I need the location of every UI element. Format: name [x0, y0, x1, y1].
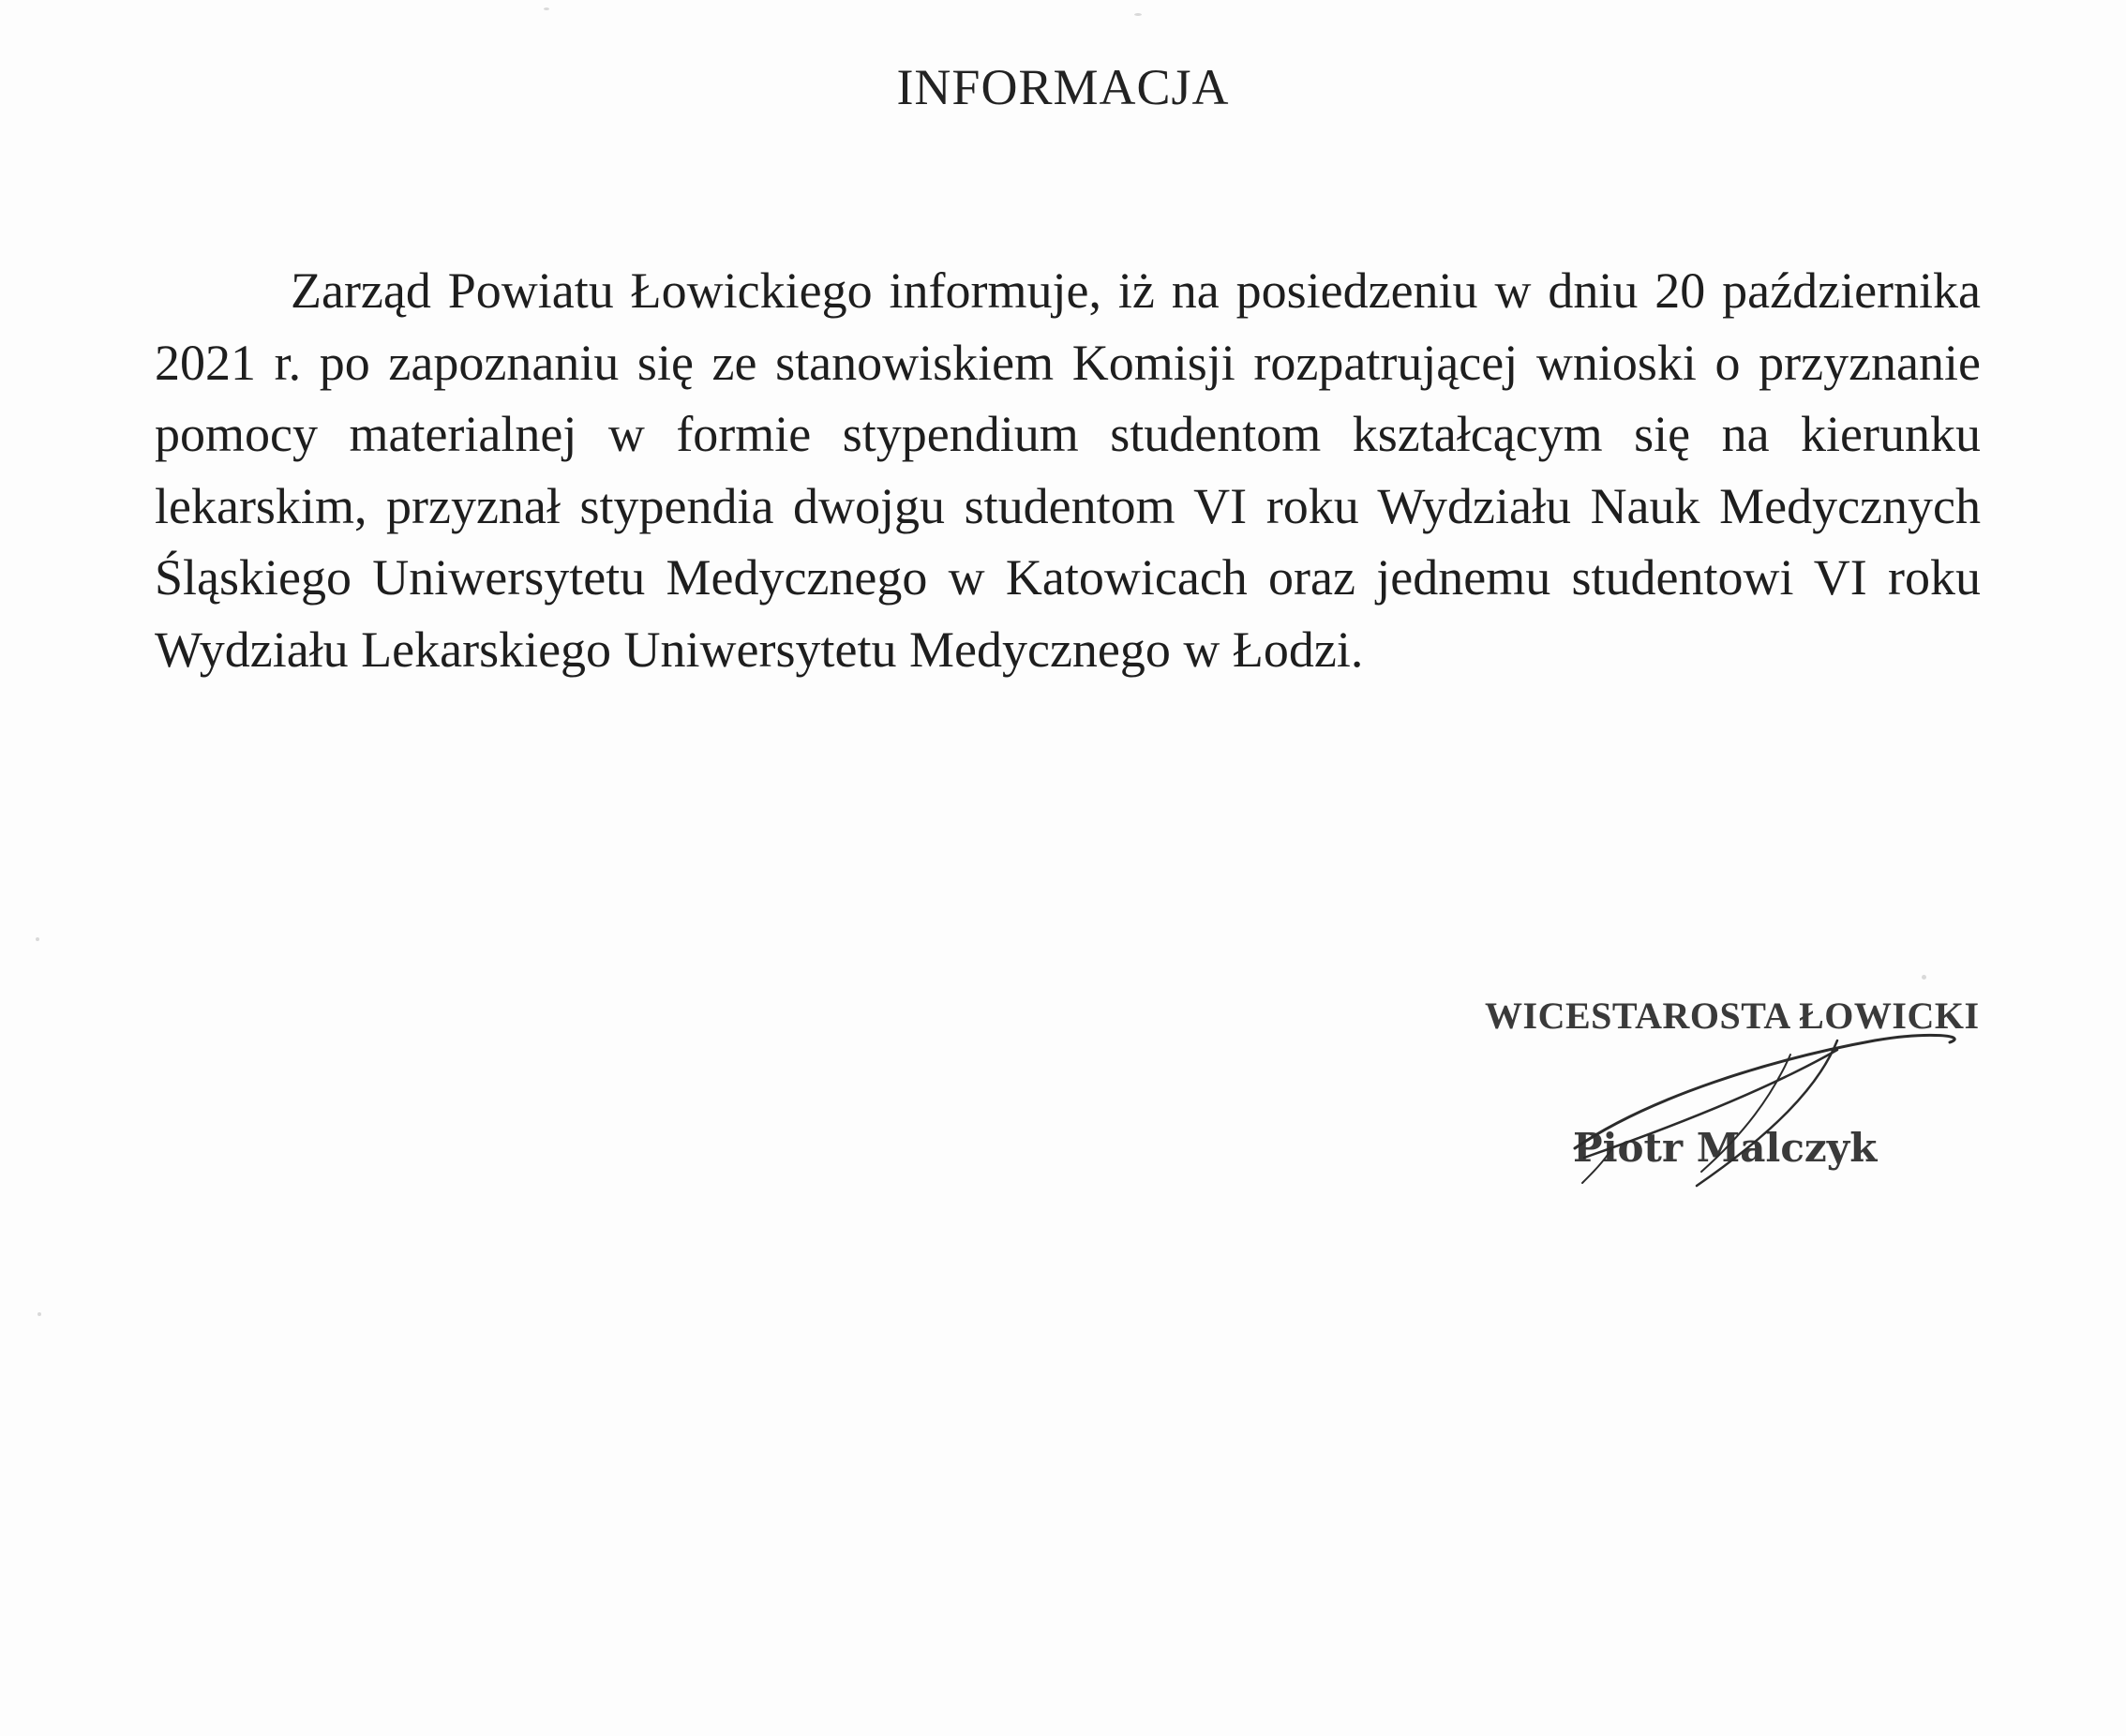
stamp-title: WICESTAROSTA ŁOWICKI	[1485, 995, 1980, 1037]
body-paragraph: Zarząd Powiatu Łowickiego informuje, iż na posiedzeniu w dniu 20 października 2021 r. po zapoznaniu się ze stanowiskiem Komisji rozpatrującej wnioski o przyznanie pomocy materialnej w formie stypendium studentom kształcącym się na kierunku lekarskim, przyznał stypendia dwojgu studentom VI roku Wydziału Nauk Medycznych Śląskiego Uniwersytetu Medycznego w Katowicach oraz jednemu studentowi VI roku Wydziału Lekarskiego Uniwersytetu Medycznego w Łodzi.	[155, 262, 1981, 678]
scan-speck	[1922, 975, 1926, 980]
scan-speck	[36, 937, 39, 941]
signature-block	[1462, 984, 2025, 1200]
handwritten-signature-icon	[1462, 984, 2025, 1200]
document-title: INFORMACJA	[896, 59, 1230, 115]
scan-speck	[37, 1312, 41, 1316]
scan-speck	[1134, 13, 1142, 16]
stamp-name: Piotr Malczyk	[1573, 1125, 1878, 1171]
scan-speck	[544, 7, 549, 10]
